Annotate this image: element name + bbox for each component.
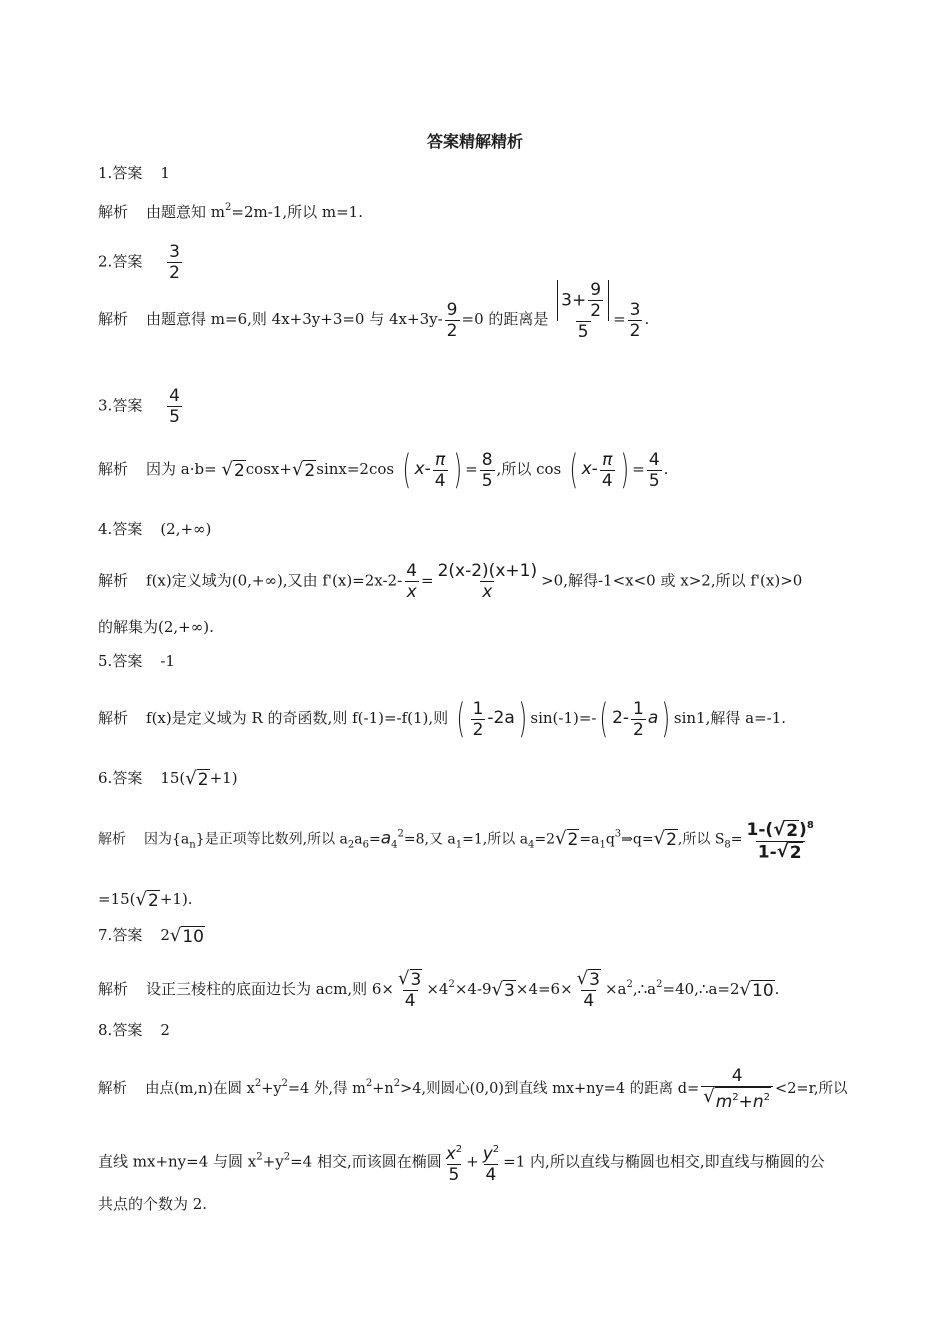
analysis-label: 解析 (98, 203, 129, 221)
q8-analysis-line3: 共点的个数为 2. (98, 1195, 208, 1213)
q2-analysis-line: 解析 由题意得 m=6,则 4x+3y+3=0 与 4x+3y- $\frac{9}{2}$ =0 的距离是 3+ $\frac{9}{2}$ 5 = $\frac{3}{2}$ . (98, 280, 650, 342)
q7-analysis-line: 解析 设正三棱柱的底面边长为 acm,则 6× √ 3 4 $\times 4^2\times 4-9$ √ 3 ×4=6× √ 3 4 $\times a^2,\therefore a^2=40,\therefore a=2$ √ 10 . (98, 968, 780, 1011)
q6-answer-line: 6.答案 15( √ 2 +1) (98, 767, 238, 790)
q4-analysis-line: 解析 f(x)定义域为(0,+∞),又由 f'(x)=2x-2- $\frac{4}{x}$ = $\frac{2(x-2)(x+1)}{x}$ >0,解得-1<x<0 或 x>2,所以 f'(x)>0 (98, 561, 803, 602)
q4-answer: (2,+∞) (160, 520, 212, 538)
q1-answer: 1 (160, 164, 170, 182)
q3-analysis-line: 解析 因为 a·b= √ 2 cosx+ √ 2 sinx=2cos ( x- $\frac{\pi}{4}$ ) = $\frac{8}{5}$ ,所以 cos ( x- $\frac{\pi}{4}$ ) = $\frac{4}{5}$ . (98, 447, 669, 493)
q1-number: 1. (98, 164, 113, 182)
q8-analysis-line2: 直线 mx+ny=4 与圆 $x^2+y^2=4$ 相交,而该圆在椭圆 $\frac{x^2}{5}$ + $\frac{y^2}{4}$ =1 内,所以直线与椭圆也相交,即直线与椭圆的公 (98, 1144, 825, 1185)
q1-answer-line (98, 163, 170, 183)
q2-answer-line: 2.答案 $\frac{3}{2}$ (98, 242, 180, 283)
q5-answer-line: 5.答案 -1 (98, 652, 175, 670)
q3-answer-line: 3.答案 $\frac{4}{5}$ (98, 386, 180, 427)
q7-answer-line: 7.答案 2 √ 10 (98, 924, 204, 947)
page-title: 答案精解精析 (426, 132, 523, 151)
q8-answer-line: 8.答案 2 (98, 1021, 170, 1039)
q4-answer-line: 4.答案 (2,+∞) (98, 520, 212, 538)
answer-label: 答案 (112, 164, 143, 182)
q2-distance-fraction: 3+ $\frac{9}{2}$ 5 (555, 280, 611, 342)
q6-analysis-line2: =15( √ 2 +1). (98, 888, 193, 911)
q8-answer: 2 (160, 1021, 170, 1039)
q2-answer-fraction: $\frac{3}{2}$ (169, 242, 180, 283)
q4-analysis-line2: 的解集为(2,+∞). (98, 618, 214, 636)
q5-answer: -1 (160, 652, 175, 670)
q5-analysis-line: 解析 f(x)是定义域为 R 的奇函数,则 f(-1)=-f(1),则 ( $\frac{1}{2}$ -2a) sin(-1)=-( 2- $\frac{1}{2}$ a) sin1,解得 a=-1. (98, 696, 787, 742)
q3-answer-fraction: $\frac{4}{5}$ (169, 386, 180, 427)
q1-analysis-line: 解析 由题意知 $m^2=2m-1$,所以 m=1. (98, 202, 363, 221)
q8-analysis-line: 解析 由点(m,n)在圆 $x^2+y^2=4$ 外,得 $m^2+n^2>4$,则圆心(0,0)到直线 mx+ny=4 的距离 d= 4 √ $m^2+n^2$ <2=r,所以 (98, 1066, 848, 1112)
q6-analysis-line: 解析 因为$\{a_n\}$是正项等比数列,所以 $a_2a_6=a_4^2=8$,又 $a_1=1$,所以 $a_4=2$ √ 2 $=a_1q^3\Rightarrow q=$ √ 2 ,所以 $S_8=$ 1-( √ 2 )$^8$ 1- √ 2 (98, 818, 814, 863)
